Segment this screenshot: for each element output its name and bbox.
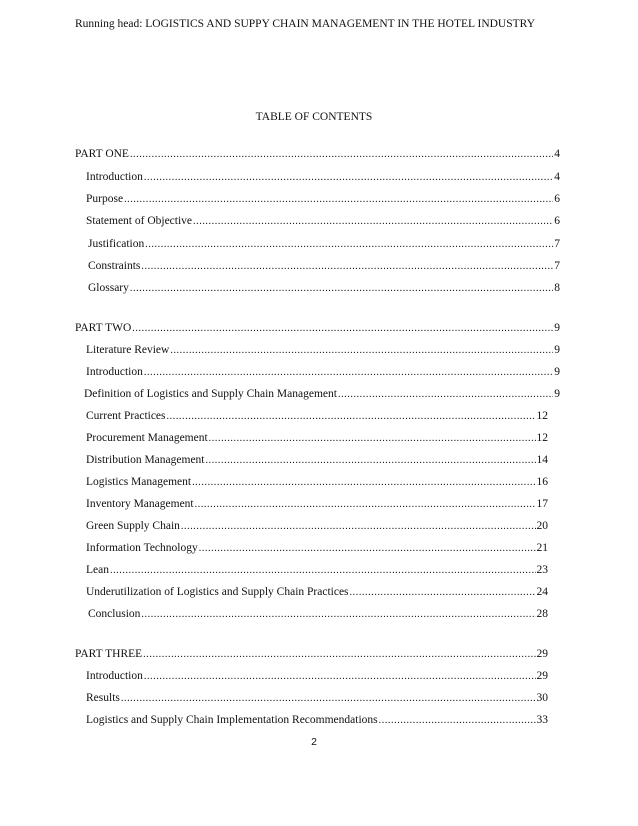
- toc-entry-page: 12: [536, 410, 548, 422]
- dot-leader: [379, 714, 536, 728]
- dot-leader: [167, 410, 536, 424]
- toc-entry-introduction-part-three[interactable]: [86, 669, 548, 684]
- toc-entry-page: 9: [554, 366, 560, 378]
- toc-entry-page: 6: [554, 215, 560, 227]
- toc-entry-page: 29: [536, 648, 548, 660]
- toc-entry-label: Underutilization of Logistics and Supply Chain Practices: [86, 586, 349, 598]
- toc-entry-part-two[interactable]: [75, 321, 560, 336]
- toc-entry-glossary[interactable]: [88, 281, 560, 296]
- toc-entry-part-three[interactable]: [75, 647, 548, 662]
- toc-entry-label: PART THREE: [75, 648, 143, 660]
- toc-entry-label: Introduction: [86, 670, 143, 682]
- dot-leader: [144, 670, 536, 684]
- dot-leader: [130, 148, 553, 162]
- dot-leader: [141, 608, 535, 622]
- toc-entry-label: Glossary: [88, 282, 129, 294]
- toc-entry-page: 7: [554, 238, 560, 250]
- toc-entry-label: Lean: [86, 564, 109, 576]
- dot-leader: [145, 238, 553, 252]
- toc-entry-page: 4: [554, 148, 560, 160]
- toc-entry-label: Introduction: [86, 171, 143, 183]
- toc-entry-label: PART TWO: [75, 322, 132, 334]
- toc-entry-constraints[interactable]: [88, 259, 560, 274]
- toc-entry-definition[interactable]: [84, 387, 560, 402]
- toc-entry-procurement-management[interactable]: [86, 431, 548, 446]
- toc-entry-label: Justification: [88, 238, 145, 250]
- dot-leader: [209, 432, 536, 446]
- dot-leader: [144, 171, 553, 185]
- toc-entry-logistics-management[interactable]: [86, 475, 548, 490]
- dot-leader: [130, 282, 553, 296]
- toc-entry-implementation-recommendations[interactable]: [86, 713, 548, 728]
- dot-leader: [121, 692, 536, 706]
- toc-entry-purpose[interactable]: [86, 192, 560, 207]
- toc-entry-page: 9: [554, 388, 560, 400]
- dot-leader: [206, 454, 536, 468]
- toc-entry-page: 21: [536, 542, 548, 554]
- toc-entry-page: 23: [536, 564, 548, 576]
- toc-entry-statement-of-objective[interactable]: [86, 214, 560, 229]
- toc-entry-label: Results: [86, 692, 120, 704]
- page-number: 2: [311, 736, 317, 748]
- toc-entry-page: 33: [536, 714, 548, 726]
- dot-leader: [110, 564, 536, 578]
- toc-title: TABLE OF CONTENTS: [255, 111, 373, 123]
- dot-leader: [181, 520, 536, 534]
- toc-entry-label: Conclusion: [88, 608, 141, 620]
- toc-entry-page: 24: [536, 586, 548, 598]
- dot-leader: [350, 586, 536, 600]
- toc-entry-label: Green Supply Chain: [86, 520, 180, 532]
- toc-entry-page: 9: [554, 344, 560, 356]
- toc-entry-page: 9: [554, 322, 560, 334]
- toc-entry-page: 30: [536, 692, 548, 704]
- toc-entry-introduction[interactable]: [86, 170, 560, 185]
- toc-entry-label: Introduction: [86, 366, 143, 378]
- toc-entry-page: 28: [536, 608, 548, 620]
- toc-entry-page: 6: [554, 193, 560, 205]
- toc-entry-label: Literature Review: [86, 344, 170, 356]
- toc-entry-information-technology[interactable]: [86, 541, 548, 556]
- toc-entry-part-one[interactable]: [75, 147, 560, 162]
- dot-leader: [338, 388, 553, 402]
- toc-entry-page: 12: [536, 432, 548, 444]
- toc-entry-page: 17: [536, 498, 548, 510]
- dot-leader: [199, 542, 536, 556]
- dot-leader: [144, 366, 553, 380]
- toc-entry-page: 29: [536, 670, 548, 682]
- dot-leader: [143, 648, 535, 662]
- toc-entry-inventory-management[interactable]: [86, 497, 548, 512]
- toc-entry-results[interactable]: [86, 691, 548, 706]
- dot-leader: [195, 498, 536, 512]
- toc-entry-green-supply-chain[interactable]: [86, 519, 548, 534]
- toc-entry-label: Information Technology: [86, 542, 198, 554]
- toc-entry-introduction-part-two[interactable]: [86, 365, 560, 380]
- toc-entry-page: 7: [554, 260, 560, 272]
- toc-entry-label: Logistics and Supply Chain Implementation Recommendations: [86, 714, 378, 726]
- toc-entry-label: PART ONE: [75, 148, 129, 160]
- toc-entry-label: Current Practices: [86, 410, 166, 422]
- toc-entry-label: Logistics Management: [86, 476, 192, 488]
- toc-entry-literature-review[interactable]: [86, 343, 560, 358]
- toc-entry-label: Definition of Logistics and Supply Chain Management: [84, 388, 337, 400]
- dot-leader: [141, 260, 553, 274]
- toc-entry-page: 14: [536, 454, 548, 466]
- toc-entry-justification[interactable]: [88, 237, 560, 252]
- toc-entry-conclusion[interactable]: [88, 607, 548, 622]
- dot-leader: [170, 344, 553, 358]
- toc-entry-label: Procurement Management: [86, 432, 208, 444]
- toc-entry-label: Constraints: [88, 260, 141, 272]
- toc-entry-page: 16: [536, 476, 548, 488]
- dot-leader: [193, 215, 553, 229]
- toc-entry-current-practices[interactable]: [86, 409, 548, 424]
- toc-entry-label: Distribution Management: [86, 454, 205, 466]
- toc-entry-distribution-management[interactable]: [86, 453, 548, 468]
- toc-entry-page: 20: [536, 520, 548, 532]
- toc-entry-label: Statement of Objective: [86, 215, 193, 227]
- toc-entry-page: 8: [554, 282, 560, 294]
- dot-leader: [132, 322, 553, 336]
- running-head: Running head: LOGISTICS AND SUPPY CHAIN MANAGEMENT IN THE HOTEL INDUSTRY: [75, 18, 535, 30]
- toc-entry-page: 4: [554, 171, 560, 183]
- toc-entry-underutilization[interactable]: [86, 585, 548, 600]
- toc-entry-lean[interactable]: [86, 563, 548, 578]
- dot-leader: [124, 193, 553, 207]
- dot-leader: [192, 476, 535, 490]
- toc-entry-label: Purpose: [86, 193, 124, 205]
- toc-entry-label: Inventory Management: [86, 498, 194, 510]
